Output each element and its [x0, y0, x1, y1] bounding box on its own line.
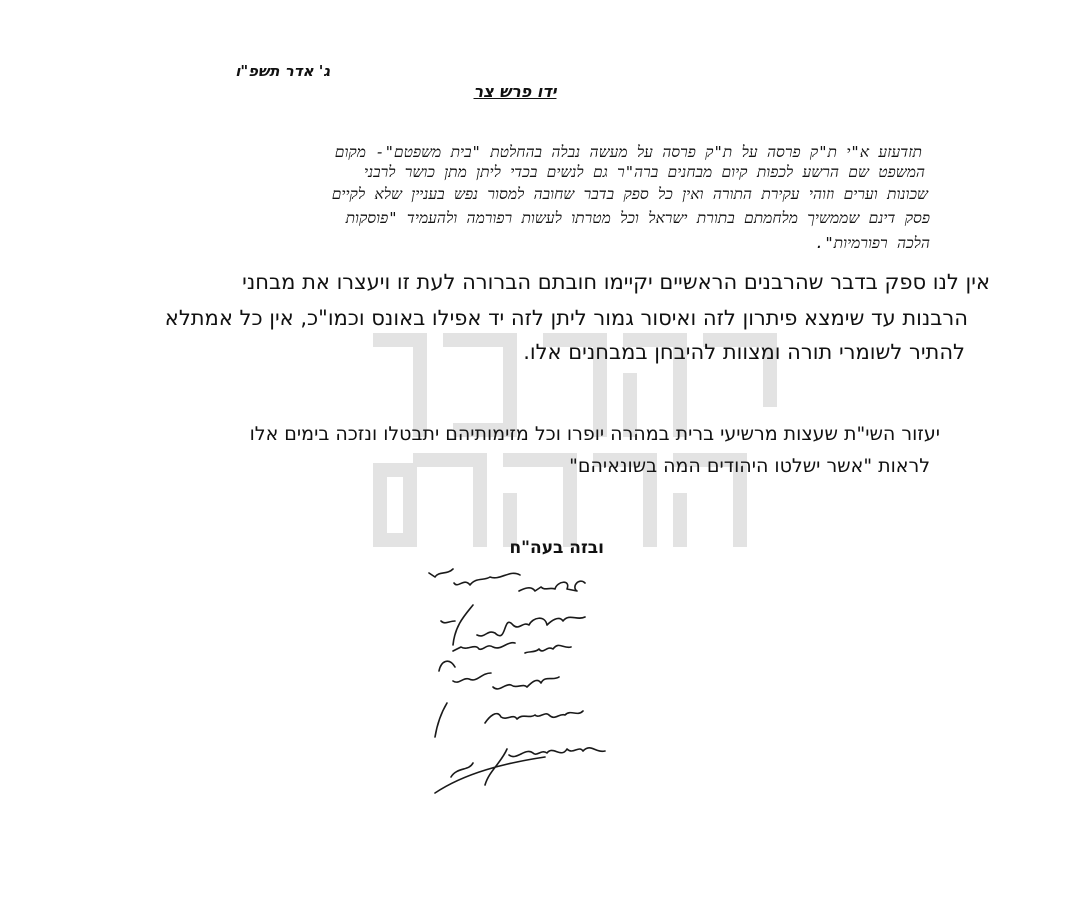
closing-line: ובזה בעה"ח [509, 538, 604, 558]
paragraph-1-line: שכונות וערים וזוהי עקירת התורה ואין כל ספק בדבר שחובה למסור נפש בעניין שלא לקיים [331, 185, 928, 203]
paragraph-2-line: הרבנות עד שימצא פיתרון לזה ואיסור גמור ליתן לזה יד אפילו באונס וכמו"כ, אין כל אמתלא [164, 306, 968, 330]
handwritten-signatures [395, 555, 625, 805]
paragraph-2-line: להתיר לשומרי תורה ומצוות להיבחן במבחנים אלו. [523, 340, 965, 364]
document-date: ג' אדר תשפ"ו [235, 62, 330, 80]
paragraph-1-line: תזדעזע א"י ת"ק פרסה על ת"ק פרסה על מעשה נבלה בהחלטת "בית משפטם"- מקום [334, 143, 922, 161]
paragraph-1-line: פסק דינם שממשיך מלחמתם בתורת ישראל וכל מטרתו לעשות רפורמה ולהעמיד "פוסקות [345, 209, 930, 227]
paragraph-3-line: לראות "אשר ישלטו היהודים המה בשונאיהם" [569, 455, 930, 477]
paragraph-3-line: יעזור השי"ת שעצות מרשיעי ברית במהרה יופרו וכל מזימותיהם יתבטלו ונזכה בימים אלו [249, 423, 940, 445]
document-title: ידו פרש צר [473, 82, 557, 101]
paragraph-2-line: אין לנו ספק בדבר שהרבנים הראשיים יקיימו חובתם הברורה לעת זו ויעצרו את מבחני [242, 270, 990, 294]
paragraph-1-line: המשפט שם הרשע לכפות קיום מבחנים ברה"ר גם לנשים בכדי ליתן מתן כושר לרבני [364, 163, 925, 181]
paragraph-1-line: הלכה רפורמיות". [815, 234, 930, 252]
